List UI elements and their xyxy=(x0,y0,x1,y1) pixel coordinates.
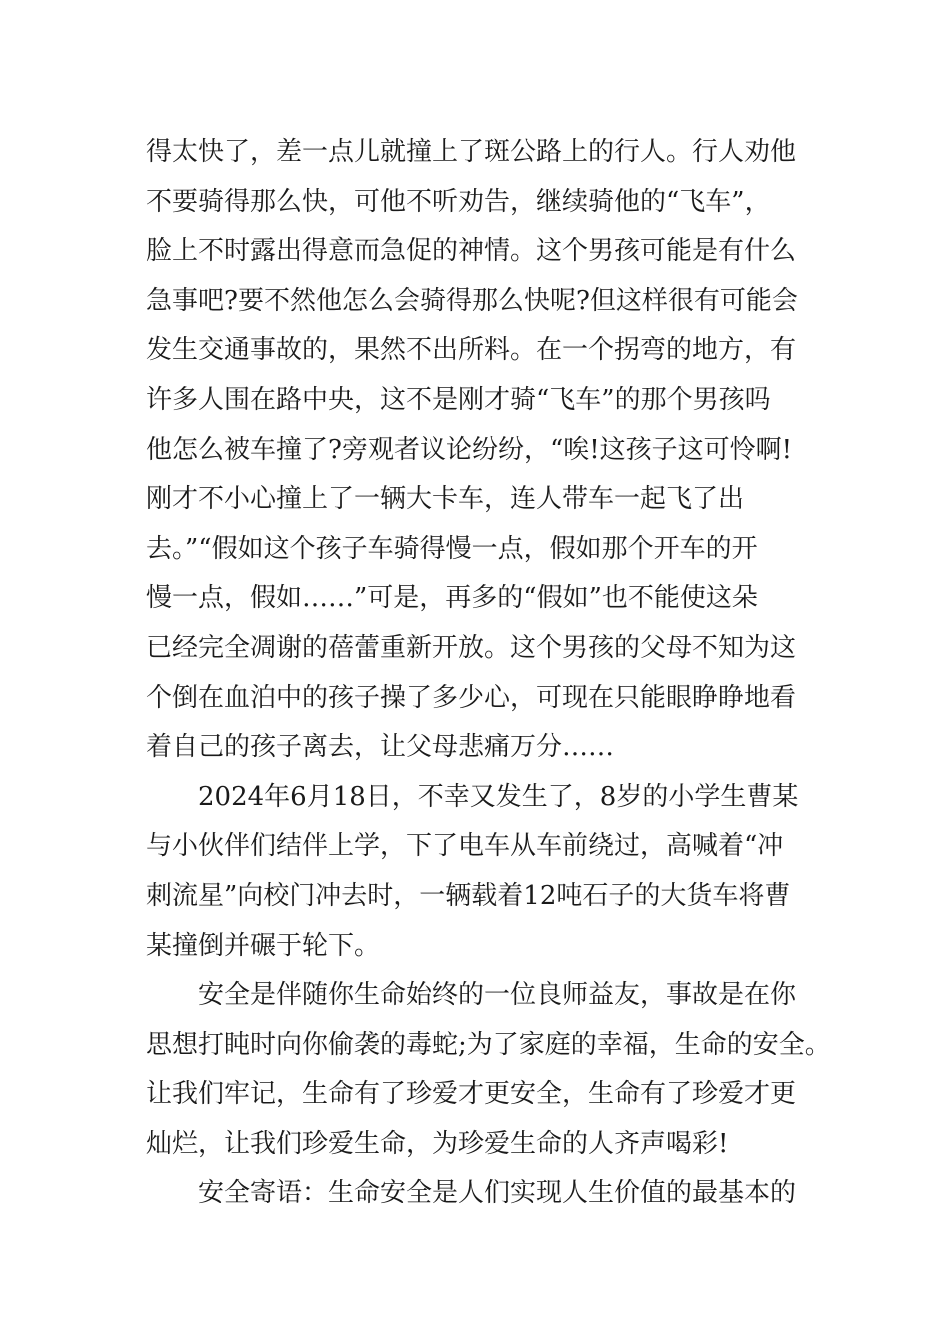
text-line-16: 刺流星”向校门冲去时，一辆载着12吨石子的大货车将曹 xyxy=(146,880,791,911)
body-text xyxy=(146,128,831,1219)
text-line-18: 安全是伴随你生命始终的一位良师益友，事故是在你 xyxy=(198,980,797,1011)
text-line-10: 慢一点，假如……”可是，再多的“假如”也不能使这朵 xyxy=(146,583,758,614)
text-line-7: 他怎么被车撞了?旁观者议论纷纷，“唉!这孩子这可怜啊! xyxy=(146,434,793,465)
text-line-11: 已经完全凋谢的蓓蕾重新开放。这个男孩的父母不知为这 xyxy=(146,632,797,663)
text-line-19: 思想打盹时向你偷袭的毒蛇;为了家庭的幸福，生命的安全。 xyxy=(146,1029,831,1060)
text-line-13: 着自己的孩子离去，让父母悲痛万分…… xyxy=(146,732,615,763)
text-line-6: 许多人围在路中央，这不是刚才骑“飞车”的那个男孩吗 xyxy=(146,384,771,415)
text-line-8: 刚才不小心撞上了一辆大卡车，连人带车一起飞了出 xyxy=(146,484,745,515)
text-line-14: 2024年6月18日，不幸又发生了，8岁的小学生曹某 xyxy=(198,781,799,812)
text-line-15: 与小伙伴们结伴上学，下了电车从车前绕过，高喊着“冲 xyxy=(146,831,784,862)
text-line-5: 发生交通事故的，果然不出所料。在一个拐弯的地方，有 xyxy=(146,335,797,366)
text-line-2: 不要骑得那么快，可他不听劝告，继续骑他的“飞车”， xyxy=(146,186,771,217)
text-line-1: 得太快了，差一点儿就撞上了斑公路上的行人。行人劝他 xyxy=(146,137,797,167)
text-line-22: 安全寄语：生命安全是人们实现人生价值的最基本的 xyxy=(198,1178,797,1209)
text-line-3: 脸上不时露出得意而急促的神情。这个男孩可能是有什么 xyxy=(146,236,797,267)
text-line-21: 灿烂，让我们珍爱生命，为珍爱生命的人齐声喝彩! xyxy=(146,1128,729,1159)
text-line-9: 去。”“假如这个孩子车骑得慢一点，假如那个开车的开 xyxy=(146,533,758,564)
text-line-4: 急事吧?要不然他怎么会骑得那么快呢?但这样很有可能会 xyxy=(146,285,798,316)
text-line-17: 某撞倒并碾于轮下。 xyxy=(146,930,381,961)
text-line-12: 个倒在血泊中的孩子操了多少心，可现在只能眼睁睁地看 xyxy=(146,682,797,713)
text-line-20: 让我们牢记，生命有了珍爱才更安全，生命有了珍爱才更 xyxy=(146,1079,797,1110)
